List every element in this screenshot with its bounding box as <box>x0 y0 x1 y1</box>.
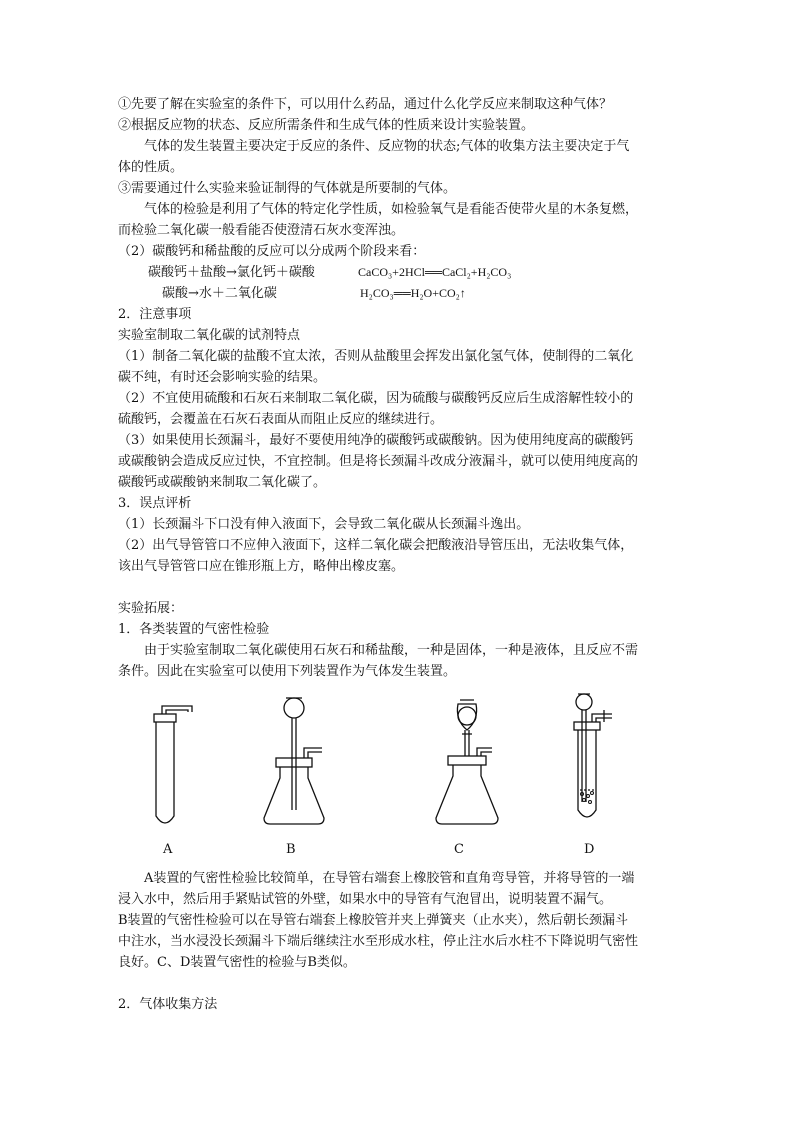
note-3a: （3）如果使用长颈漏斗，最好不要使用纯净的碳酸钙或碳酸钠。因为使用纯度高的碳酸钙 <box>118 433 634 448</box>
reaction-1-words: 碳酸钙＋盐酸→氯化钙＋碳酸 <box>148 265 315 280</box>
note-3c: 碳酸钙或碳酸钠来制取二氧化碳了。 <box>118 475 327 490</box>
extension-para-1b: 条件。因此在实验室可以使用下列装置作为气体发生装置。 <box>118 664 457 679</box>
errors-heading: 3．误点评析 <box>118 496 192 511</box>
extension-heading: 实验拓展： <box>118 601 184 616</box>
intro-line-5: ③需要通过什么实验来验证制得的气体就是所要制的气体。 <box>118 181 457 196</box>
reaction-1-formula: CaCO₃+2HCl══CaCl₂+H₂CO₃ <box>358 265 512 279</box>
apparatus-figure <box>118 692 678 904</box>
notes-heading: 2．注意事项 <box>118 307 192 322</box>
error-1: （1）长颈漏斗下口没有伸入液面下，会导致二氧化碳从长颈漏斗逸出。 <box>118 517 530 532</box>
after-line-2: 浸入水中，然后用手紧贴试管的外壁，如果水中的导管有气泡冒出，说明装置不漏气。 <box>118 892 613 907</box>
after-line-3: B装置的气密性检验可以在导管右端套上橡胶管并夹上弹簧夹（止水夹），然后朝长颈漏斗 <box>118 913 629 928</box>
note-2b: 硫酸钙，会覆盖在石灰石表面从而阻止反应的继续进行。 <box>118 412 444 427</box>
extension-section-1: 1．各类装置的气密性检验 <box>118 622 270 637</box>
figure-label-b: B <box>286 842 296 857</box>
note-2a: （2）不宜使用硫酸和石灰石来制取二氧化碳，因为硫酸与碳酸钙反应后生成溶解性较小的 <box>118 391 634 406</box>
apparatus-b-long-neck-funnel-flask <box>264 698 324 824</box>
apparatus-c-separatory-funnel-flask <box>436 700 498 824</box>
figure-label-d: D <box>584 842 595 857</box>
intro-line-3: 气体的发生装置主要决定于反应的条件、反应物的状态;气体的收集方法主要决定于气 <box>144 139 630 154</box>
apparatus-a-test-tube <box>154 706 192 823</box>
figure-label-a: A <box>163 842 173 857</box>
intro-line-7: 而检验二氧化碳一般看能否使澄清石灰水变浑浊。 <box>118 223 405 238</box>
intro-line-4: 体的性质。 <box>118 160 184 175</box>
apparatus-d-tube-with-funnel <box>574 694 612 817</box>
extension-para-1a: 由于实验室制取二氧化碳使用石灰石和稀盐酸，一种是固体，一种是液体，且反应不需 <box>144 643 639 658</box>
reaction-step-1 <box>118 262 678 283</box>
after-line-4: 中注水，当水浸没长颈漏斗下端后继续注水至形成水柱，停止注水后水柱不下降说明气密性 <box>118 934 639 949</box>
error-2b: 该出气导管管口应在锥形瓶上方，略伸出橡皮塞。 <box>118 559 405 574</box>
document-page <box>118 94 678 1015</box>
figure-label-c: C <box>454 842 464 857</box>
intro-line-2: ②根据反应物的状态、反应所需条件和生成气体的性质来设计实验装置。 <box>118 118 535 133</box>
after-line-5: 良好。C、D装置气密性的检验与B类似。 <box>118 955 356 970</box>
intro-line-1: ①先要了解在实验室的条件下，可以用什么药品，通过什么化学反应来制取这种气体？ <box>118 97 613 112</box>
intro-line-8: （2）碳酸钙和稀盐酸的反应可以分成两个阶段来看： <box>118 244 426 259</box>
after-line-1: A装置的气密性检验比较简单，在导管右端套上橡胶管和直角弯导管，并将导管的一端 <box>144 871 635 886</box>
intro-line-6: 气体的检验是利用了气体的特定化学性质，如检验氧气是看能否使带火星的木条复燃， <box>144 202 639 217</box>
note-1a: （1）制备二氧化碳的盐酸不宜太浓，否则从盐酸里会挥发出氯化氢气体，使制得的二氧化 <box>118 349 634 364</box>
collection-heading: 2．气体收集方法 <box>118 997 218 1012</box>
reaction-step-2 <box>118 283 678 304</box>
note-3b: 或碳酸钠会造成反应过快，不宜控制。但是将长颈漏斗改成分液漏斗，就可以使用纯度高的 <box>118 454 639 469</box>
notes-subheading: 实验室制取二氧化碳的试剂特点 <box>118 328 301 343</box>
note-1b: 碳不纯，有时还会影响实验的结果。 <box>118 370 327 385</box>
error-2a: （2）出气导管管口不应伸入液面下，这样二氧化碳会把酸液沿导管压出，无法收集气体， <box>118 538 634 553</box>
reaction-2-formula: H₂CO₃══H₂O+CO₂↑ <box>360 286 466 300</box>
reaction-2-words: 碳酸→水＋二氧化碳 <box>162 286 277 301</box>
